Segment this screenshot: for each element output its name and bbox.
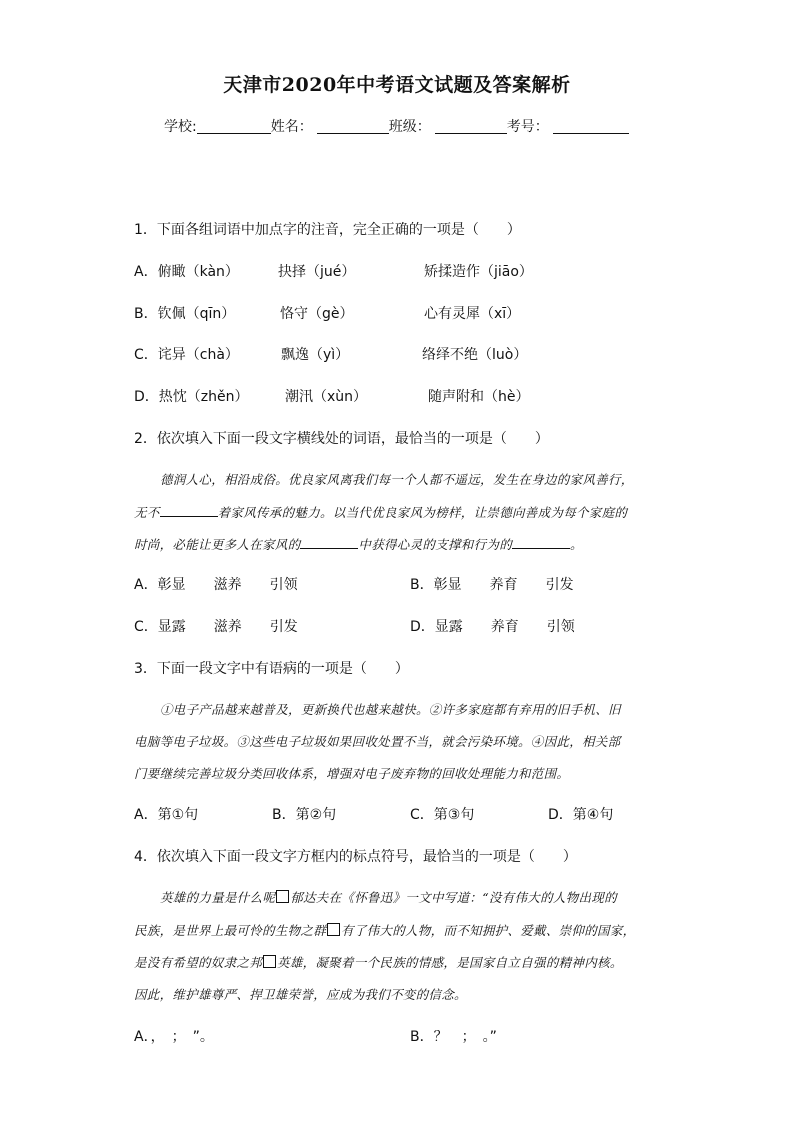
q3-option-a: A．第①句	[134, 807, 199, 823]
punctuation-box-3	[263, 955, 276, 968]
q2-option-d: D．显露 养育 引领	[410, 619, 575, 635]
q2-text: 中获得心灵的支撑和行为的	[358, 537, 513, 552]
name-blank[interactable]	[317, 119, 389, 134]
exam-no-label: 考号：	[506, 119, 549, 135]
q1-option-b-3: 心有灵犀（xī）	[424, 306, 521, 322]
q2-text: 无不	[134, 505, 160, 520]
q1-option-c-1: C．诧异（chà）	[134, 347, 239, 363]
q2-text: 。	[570, 537, 583, 552]
exam-no-blank[interactable]	[553, 119, 629, 134]
q4-stem: 4．依次填入下面一段文字方框内的标点符号，最恰当的一项是（ ）	[134, 849, 577, 865]
q3-option-b: B．第②句	[272, 807, 337, 823]
page-title: 天津市2020年中考语文试题及答案解析	[223, 74, 571, 96]
q2-option-b: B．彰显 养育 引发	[410, 577, 574, 593]
q2-option-a: A．彰显 滋养 引领	[134, 577, 298, 593]
name-label: 姓名：	[270, 119, 313, 135]
q1-option-d-3: 随声附和（hè）	[428, 389, 530, 405]
class-label: 班级：	[388, 119, 431, 135]
student-info-line	[164, 116, 629, 136]
q4-text: 郁达夫在《怀鲁迅》一文中写道：“没有伟大的人物出现的	[290, 890, 617, 905]
q4-option-b: B．？ ； 。”	[410, 1029, 497, 1045]
q2-passage-line-1: 德润人心，相沿成俗。优良家风离我们每一个人都不遥远，发生在身边的家风善行，	[160, 472, 634, 487]
q1-option-b-2: 恪守（gè）	[280, 306, 354, 322]
school-blank[interactable]	[197, 119, 271, 134]
q4-passage-line-4: 因此，维护雄尊严、捍卫雄荣誉，应成为我们不变的信念。	[134, 987, 467, 1002]
q1-option-b-1: B．钦佩（qīn）	[134, 306, 236, 322]
punctuation-box-1	[276, 890, 289, 903]
q1-option-a-2: 抉择（jué）	[278, 264, 356, 280]
q4-text: 有了伟大的人物，而不知拥护、爱戴、崇仰的国家，	[341, 923, 636, 938]
q3-stem: 3．下面一段文字中有语病的一项是（ ）	[134, 661, 409, 677]
q1-option-d-1: D．热忱（zhěn）	[134, 389, 249, 405]
q2-blank-3	[512, 537, 570, 549]
q1-option-c-3: 络绎不绝（luò）	[422, 347, 528, 363]
q4-text: 英雄，凝聚着一个民族的情感，是国家自立自强的精神内核。	[277, 955, 623, 970]
q1-option-c-2: 飘逸（yì）	[281, 347, 350, 363]
q2-blank-1	[160, 505, 218, 517]
q1-option-a-3: 矫揉造作（jiāo）	[424, 264, 533, 280]
q2-blank-2	[300, 537, 358, 549]
q2-text: 时尚，必能让更多人在家风的	[134, 537, 301, 552]
q4-passage-line-2	[134, 921, 664, 939]
q4-passage-line-3	[134, 953, 664, 971]
q4-passage-line-1	[160, 888, 690, 906]
q4-text: 是没有希望的奴隶之邦	[134, 955, 263, 970]
q4-text: 民族，是世界上最可怜的生物之群	[134, 923, 327, 938]
q1-stem: 1．下面各组词语中加点字的注音，完全正确的一项是（ ）	[134, 222, 521, 238]
q2-option-c: C．显露 滋养 引发	[134, 619, 298, 635]
q2-passage-line-2	[134, 503, 664, 521]
q3-passage-line-3: 门要继续完善垃圾分类回收体系，增强对电子废弃物的回收处理能力和范围。	[134, 766, 570, 781]
q3-option-d: D．第④句	[548, 807, 614, 823]
q3-option-c: C．第③句	[410, 807, 475, 823]
q4-text: 英雄的力量是什么呢	[160, 890, 276, 905]
class-blank[interactable]	[435, 119, 507, 134]
q2-stem: 2．依次填入下面一段文字横线处的词语，最恰当的一项是（ ）	[134, 431, 549, 447]
q2-passage-line-3	[134, 535, 664, 553]
q2-text: 着家风传承的魅力。以当代优良家风为榜样，让崇德向善成为每个家庭的	[217, 505, 628, 520]
q3-passage-line-2: 电脑等电子垃圾。③这些电子垃圾如果回收处置不当，就会污染环境。④因此，相关部	[134, 734, 621, 749]
q3-passage-line-1: ①电子产品越来越普及，更新换代也越来越快。②许多家庭都有弃用的旧手机、旧	[160, 702, 621, 717]
q1-option-a-1: A．俯瞰（kàn）	[134, 264, 239, 280]
q4-option-a: A．， ； ”。	[134, 1029, 214, 1045]
q1-option-d-2: 潮汛（xùn）	[285, 389, 368, 405]
punctuation-box-2	[327, 923, 340, 936]
school-label: 学校:	[164, 119, 197, 135]
